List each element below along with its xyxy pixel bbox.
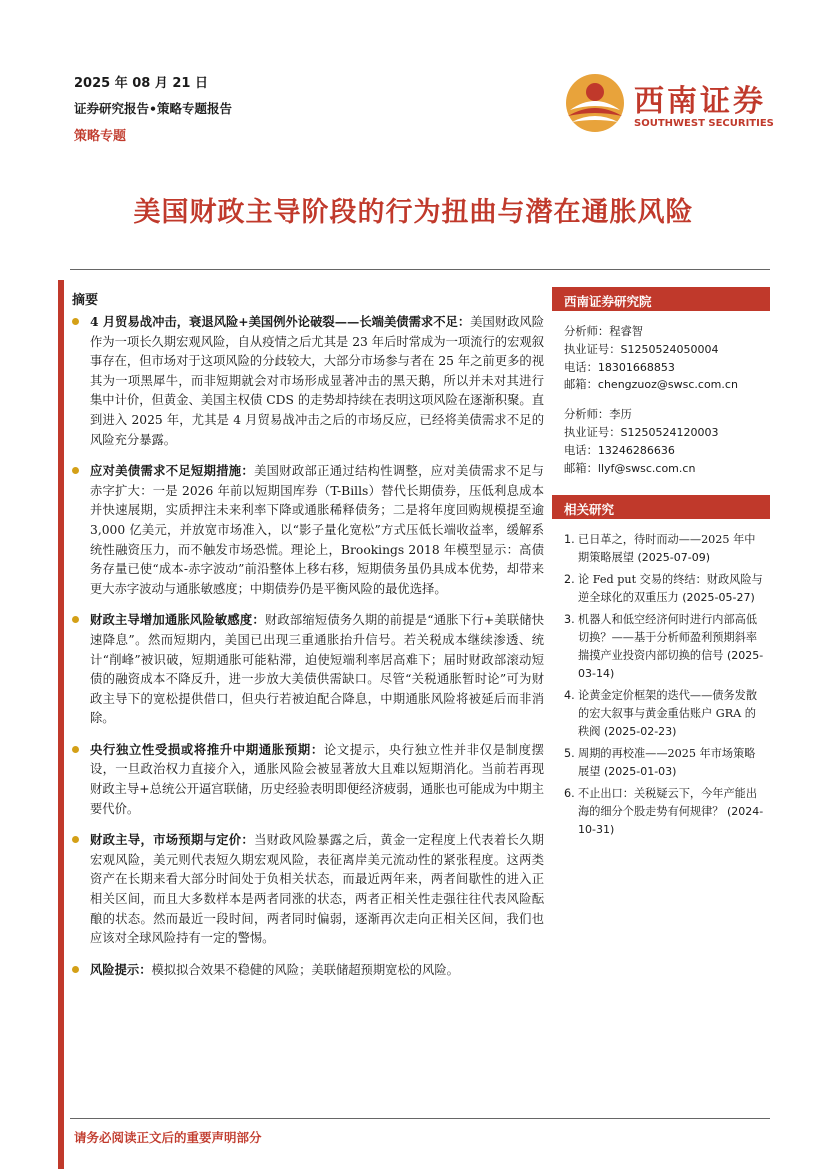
related-title: 已日革之，待时而动——2025 年中期策略展望 [578,533,756,565]
bullet-dot-icon [72,616,79,623]
related-research [552,495,770,839]
abstract-paragraph [72,461,544,599]
footer-disclaimer: 请务必阅读正文后的重要声明部分 [74,1130,262,1145]
paragraph-text: 美国财政风险作为一项长久期宏观风险，自从疫情之后尤其是 23 年后时常成为一项流行的宏观叙事存在，但市场对于这项风险的分歧较大，大部分市场参与者在 25 年之前更多的视其为一项黑犀牛，而非短期就会对市场形成显著冲击的黑天鹅，所以并未对其进行集中计价，但黄金、美国主权债 CDS 的走势却持续在表明这项风险在逐渐积聚。直到进入 2025 年，尤其是 4 月贸易战冲击之后的市场反应，已经将美债需求不足的风险充分暴露。 [90,315,544,447]
report-date: 2025 年 08 月 21 日 [74,76,208,91]
bullet-dot-icon [72,746,79,753]
related-date: (2025-07-09) [637,551,711,565]
paragraph-text: 论文提示，央行独立性并非仅是制度摆设，一旦政治权力直接介入，通胀风险会被显著放大且难以短期消化。当前若再现财政主导+总统公开逼宫联储，历史经验表明即便经济疲弱，通胀也可能成为中期主要代价。 [90,742,544,816]
phone-number: 18301668853 [597,360,675,374]
phone-label: 电话： [564,360,598,374]
report-subject: 策略专题 [74,129,127,144]
paragraph-lead: 应对美债需求不足短期措施： [90,463,255,479]
abstract-paragraph [72,740,544,819]
related-date: (2024-10-31) [578,805,764,837]
bullet-dot-icon [72,836,79,843]
related-heading: 相关研究 [552,495,770,519]
related-item[interactable] [564,531,766,567]
related-number: 1. [564,533,575,547]
related-title: 周期的再校准——2025 年市场策略展望 [578,747,756,779]
analyst-phone [564,442,770,460]
related-item[interactable] [564,611,766,683]
logo-mark-icon [564,72,626,134]
related-item[interactable] [564,785,766,839]
report-meta [74,72,232,144]
report-title: 美国财政主导阶段的行为扭曲与潜在通胀风险 [133,197,694,228]
phone-number: 13246286636 [597,443,675,457]
license-number: S1250524050004 [620,342,719,356]
abstract-paragraph [72,960,544,981]
analyst-card [552,311,770,477]
email-link[interactable]: llyf@swsc.com.cn [597,461,696,475]
paragraph-lead: 风险提示： [90,961,152,977]
paragraph-text: 财政部缩短债务久期的前提是“通胀下行+美联储快速降息”。然而短期内，美国已出现三重通胀抬升信号。若关税成本继续渗透、统计“削峰”被识破，短期通胀可能粘滞，迫使短端利率居高难下；届时财政部滚动短债的融资成本不降反升，进一步放大美债供需缺口。尽管“关税通胀暂时论”可为财政主导下的宽松提供借口，但央行若被迫配合降息，中期通胀风险将被延后而非消除。 [90,613,544,726]
report-type: 证券研究报告•策略专题报告 [74,101,232,116]
title-divider [70,269,770,270]
license-number: S1250524120003 [620,425,719,439]
related-date: (2025-05-27) [682,591,755,605]
abstract-paragraph [72,830,544,949]
sidebar [552,287,770,843]
bullet-dot-icon [72,467,79,474]
email-link[interactable]: chengzuoz@swsc.com.cn [597,378,738,392]
company-logo [564,72,774,138]
logo-english-name: SOUTHWEST SECURITIES [634,118,774,129]
related-title: 论黄金定价框架的迭代——债务发散的宏大叙事与黄金重估账户 GRA 的秩阀 [578,689,758,739]
abstract-paragraph [72,312,544,450]
abstract-paragraph [72,610,544,729]
paragraph-lead: 4 月贸易战冲击，衰退风险+美国例外论破裂——长端美债需求不足： [90,314,471,329]
license-label: 执业证号： [564,342,621,356]
analyst-name: 分析师：李历 [564,408,632,422]
license-label: 执业证号： [564,425,621,439]
left-accent-rule [58,280,64,1169]
analyst-phone [564,359,770,377]
abstract-heading: 摘要 [72,293,99,308]
analyst-name: 分析师：程睿智 [564,325,644,338]
related-title: 机器人和低空经济何时进行内部高低切换？——基于分析师盈利预期斜率揣摸产业投资内部切换的信号 [578,613,758,663]
institute-heading: 西南证券研究院 [552,287,770,311]
related-list [552,519,770,839]
analyst-email [564,460,770,478]
related-number: 2. [564,573,575,587]
footer-divider [70,1118,770,1119]
paragraph-lead: 财政主导，市场预期与定价： [90,832,255,848]
related-number: 3. [564,613,575,627]
analyst-email [564,376,770,394]
related-number: 4. [564,689,575,703]
paragraph-text: 模拟拟合效果不稳健的风险；美联储超预期宽松的风险。 [151,962,459,977]
logo-chinese-name: 西南证券 [634,84,766,119]
paragraph-text: 美国财政部正通过结构性调整，应对美债需求不足与赤字扩大：一是 2026 年前以短期国库券（T-Bills）替代长期债券，压低利息成本并快速展期，实质押注未来利率下降或通胀稀释债务；二是将年度回购规模提至逾 3,000 亿美元，并放宽市场准入，以“影子量化宽松”方式压低长端收益率，缓解系统性融资压力，而不触发市场恐慌。理论上，Brookings 2018 年模型显示：高债务存量已使“成本-赤字波动”前沿整体上移右移，短期债务虽仍具成本优势，却带来更大赤字波动与通胀敏感度；中期债券仍是平衡风险的最优选择。 [90,464,544,596]
phone-label: 电话： [564,443,598,457]
bullet-dot-icon [72,966,79,973]
related-title: 论 Fed put 交易的终结：财政风险与逆全球化的双重压力 [578,573,763,605]
related-date: (2025-02-23) [603,725,677,739]
related-number: 5. [564,747,575,761]
related-item[interactable] [564,745,766,781]
bullet-dot-icon [72,318,79,325]
related-title: 不止出口：关税疑云下，今年产能出海的细分个股走势有何规律？ [578,787,758,819]
paragraph-lead: 财政主导增加通胀风险敏感度： [90,612,265,628]
related-number: 6. [564,787,575,801]
related-item[interactable] [564,687,766,741]
analyst-license [564,341,770,359]
related-date: (2025-01-03) [603,765,677,779]
related-item[interactable] [564,571,766,607]
related-date: (2025-03-14) [578,649,764,681]
analyst-license [564,424,770,442]
paragraph-text: 当财政风险暴露之后，黄金一定程度上代表着长久期宏观风险，美元则代表短久期宏观风险，表征离岸美元流动性的紧张程度。这两类资产在长期来看大部分时间处于负相关状态，而最近两年来，两者间歇性的进入正相关区间，而且大多数样本是两者同涨的状态，两者正相关性走强往往代表风险酝酿的状态。然而最近一段时间，两者同时偏弱，逐渐再次走向正相关区间，我们也应该对全球风险持有一定的警惕。 [90,833,544,946]
email-label: 邮箱： [564,461,598,475]
paragraph-lead: 央行独立性受损或将推升中期通胀预期： [90,741,324,757]
abstract-body [72,312,544,991]
email-label: 邮箱： [564,378,598,392]
